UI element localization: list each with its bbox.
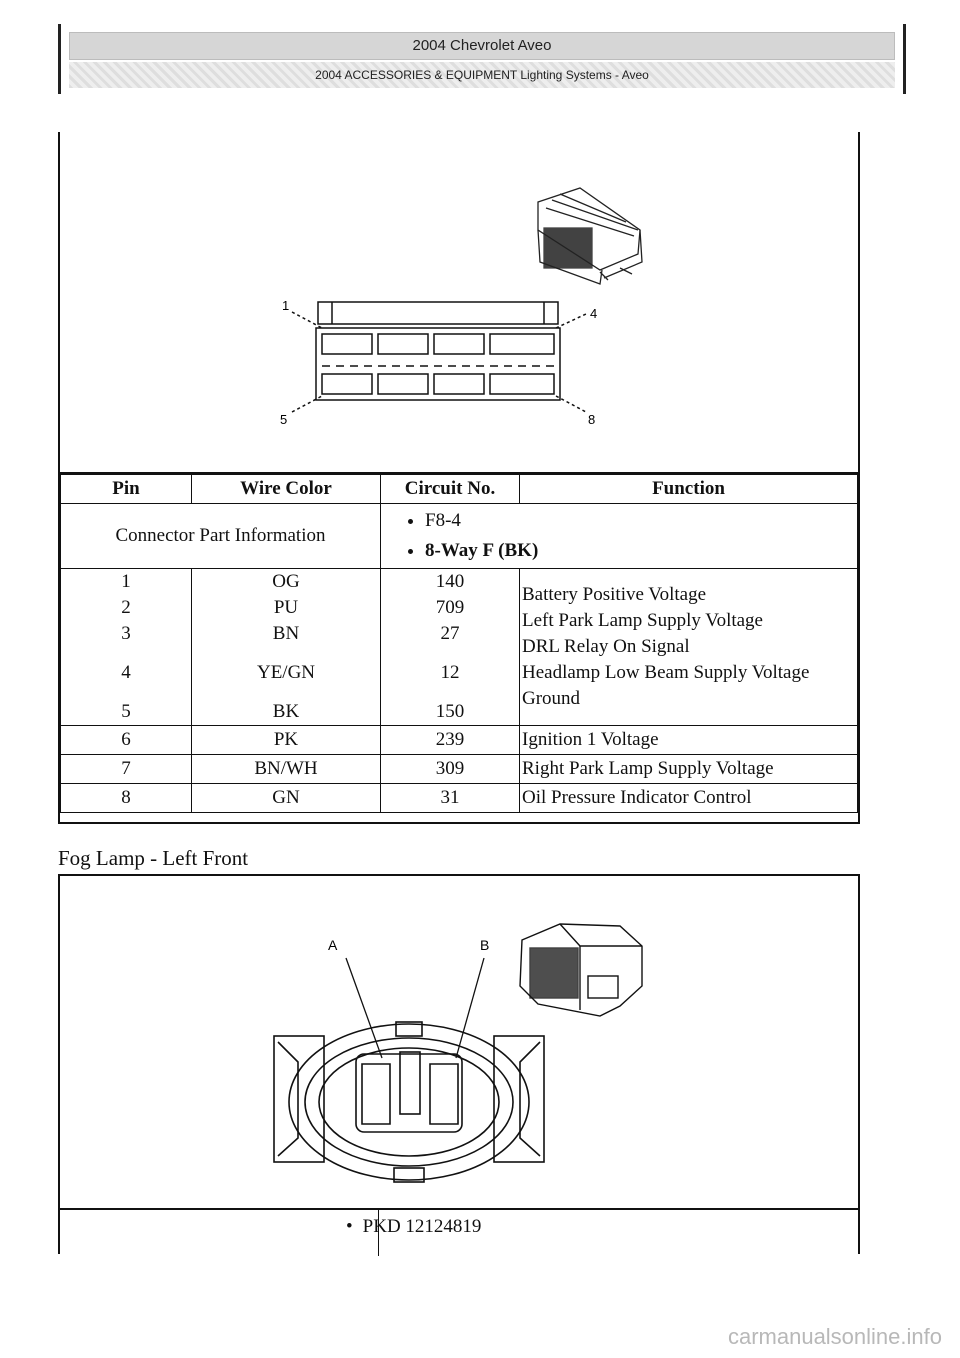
circuit-value: 140 [435, 571, 465, 592]
wire-color-value: GN [192, 784, 381, 813]
table-row-group [61, 569, 858, 726]
connector-figure [60, 132, 858, 474]
pin-value: 2 [121, 597, 131, 618]
wire-color-value: BN [272, 623, 300, 644]
fog-lamp-panel [58, 874, 860, 1254]
column-header-function: Function [520, 475, 858, 504]
table-header-row [61, 475, 858, 504]
function-value: Left Park Lamp Supply Voltage [522, 610, 763, 631]
table-row [61, 784, 858, 813]
wire-color-value: YE/GN [256, 662, 316, 683]
terminal-a-callout: A [328, 937, 338, 953]
terminal-b-callout: B [480, 937, 490, 953]
part-info-list [381, 504, 858, 569]
wire-color-value: OG [272, 571, 300, 592]
connector-8way-illustration [60, 132, 858, 472]
column-header-circuit: Circuit No. [381, 475, 520, 504]
pin-value: 3 [121, 623, 131, 644]
pin-8-callout: 8 [588, 412, 596, 427]
document-header [58, 24, 906, 94]
pin-value: 7 [61, 755, 192, 784]
section-caption: Fog Lamp - Left Front [58, 846, 249, 870]
circuit-value: 12 [440, 662, 460, 683]
pin-value: 4 [121, 662, 131, 683]
function-value: Right Park Lamp Supply Voltage [520, 755, 858, 784]
pin-cell-group [61, 569, 192, 726]
circuit-value: 27 [440, 623, 460, 644]
document-subtitle: 2004 ACCESSORIES & EQUIPMENT Lighting Systems - Aveo [69, 62, 895, 88]
circuit-value: 31 [381, 784, 520, 813]
fog-part-info [346, 1216, 481, 1238]
pin-value: 5 [121, 701, 131, 722]
fog-connector-isometric-icon [520, 924, 642, 1016]
connector-panel [58, 132, 860, 824]
wire-color-value: BN/WH [192, 755, 381, 784]
document-title: 2004 Chevrolet Aveo [69, 32, 895, 60]
circuit-value: 239 [381, 726, 520, 755]
part-info-label: Connector Part Information [61, 504, 381, 569]
function-value: Oil Pressure Indicator Control [520, 784, 858, 813]
wire-color-value: PK [192, 726, 381, 755]
column-header-wire-color: Wire Color [192, 475, 381, 504]
wire-cell-group [192, 569, 381, 726]
pin-value: 6 [61, 726, 192, 755]
watermark: carmanualsonline.info [727, 1324, 942, 1349]
function-value: Ground [522, 688, 581, 709]
bullet: • [346, 1216, 353, 1237]
connector-pinout-table [60, 474, 858, 813]
fog-lamp-connector-illustration [60, 876, 858, 1208]
function-value: Battery Positive Voltage [522, 584, 707, 605]
part-info-item: • F8-4 [425, 506, 857, 536]
function-value: Ignition 1 Voltage [520, 726, 858, 755]
pin-value: 8 [61, 784, 192, 813]
circuit-value: 709 [435, 597, 465, 618]
connector-face [292, 302, 586, 412]
fog-lamp-figure [60, 876, 858, 1210]
part-info-item: PKD 12124819 [362, 1216, 482, 1237]
circuit-value: 309 [381, 755, 520, 784]
part-info-row [61, 504, 858, 569]
pin-5-callout: 5 [280, 412, 288, 427]
column-header-pin: Pin [61, 475, 192, 504]
pin-1-callout: 1 [282, 298, 290, 313]
table-row [61, 726, 858, 755]
fog-connector-face [274, 1022, 544, 1182]
part-info-item: • 8-Way F (BK) [425, 536, 857, 566]
function-value: Headlamp Low Beam Supply Voltage [522, 662, 810, 683]
circuit-cell-group [381, 569, 520, 726]
connector-isometric-icon [538, 188, 642, 284]
pin-4-callout: 4 [590, 306, 598, 321]
table-row [61, 755, 858, 784]
function-cell-group [520, 569, 858, 726]
circuit-value: 150 [435, 701, 465, 722]
wire-color-value: BK [272, 701, 300, 722]
function-value: DRL Relay On Signal [522, 636, 690, 657]
pin-value: 1 [121, 571, 131, 592]
wire-color-value: PU [273, 597, 299, 618]
